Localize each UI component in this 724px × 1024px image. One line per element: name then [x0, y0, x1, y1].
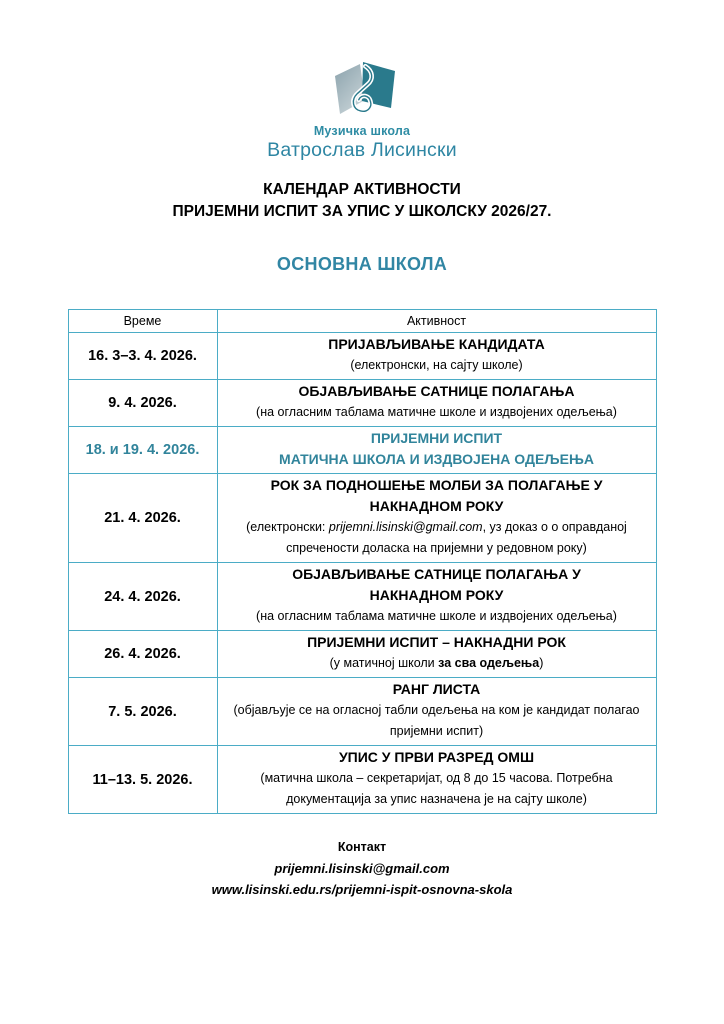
section-title: ОСНОВНА ШКОЛА: [276, 254, 448, 274]
calendar-table: [68, 309, 657, 814]
time-cell: 11–13. 5. 2026.: [68, 746, 217, 814]
table-row: [68, 746, 656, 814]
activity-line: ПРИЈЕМНИ ИСПИТ: [370, 430, 503, 446]
contact-email: prijemni.lisinski@gmail.com: [274, 861, 450, 876]
contact-block: [0, 837, 724, 900]
contact-heading: Контакт: [337, 840, 387, 854]
activity-line: ПРИЈАВЉИВАЊЕ КАНДИДАТА: [328, 336, 545, 352]
activity-line: (објављује се на огласној табли одељења на ком је кандидат полагао пријемни испит): [233, 703, 640, 738]
table-row: [68, 563, 656, 631]
time-cell: 7. 5. 2026.: [68, 678, 217, 746]
activity-cell: [217, 427, 656, 474]
title-line-2: ПРИЈЕМНИ ИСПИТ ЗА УПИС У ШКОЛСКУ 2026/27.: [172, 203, 552, 220]
table-row: [68, 380, 656, 427]
contact-website: www.lisinski.edu.rs/prijemni-ispit-osnovna-skola: [211, 882, 513, 897]
table-header-row: [68, 310, 656, 333]
time-cell: 9. 4. 2026.: [68, 380, 217, 427]
activity-cell: [217, 631, 656, 678]
activity-line: (у матичној школи за сва одељења): [329, 656, 544, 670]
school-type-label: Музичка школа: [313, 124, 411, 138]
activity-line: МАТИЧНА ШКОЛА И ИЗДВОЈЕНА ОДЕЉЕЊА: [279, 451, 594, 467]
activity-line: ОБЈАВЉИВАЊЕ САТНИЦЕ ПОЛАГАЊА У: [292, 566, 581, 582]
document-title: [0, 179, 724, 223]
column-header-activity: Активност: [217, 310, 656, 333]
column-header-time: Време: [68, 310, 217, 333]
activity-line: УПИС У ПРВИ РАЗРЕД ОМШ: [338, 749, 535, 765]
activity-cell: [217, 746, 656, 814]
activity-line: ПРИЈЕМНИ ИСПИТ – НАКНАДНИ РОК: [307, 634, 566, 650]
activity-line: (електронски, на сајту школе): [350, 358, 523, 372]
time-cell: 24. 4. 2026.: [68, 563, 217, 631]
table-row: [68, 631, 656, 678]
activity-line: РОК ЗА ПОДНОШЕЊЕ МОЛБИ ЗА ПОЛАГАЊЕ У: [270, 477, 603, 493]
activity-cell: [217, 380, 656, 427]
activity-line: НАКНАДНОМ РОКУ: [369, 587, 504, 603]
title-line-1: КАЛЕНДАР АКТИВНОСТИ: [263, 181, 461, 198]
table-row: [68, 427, 656, 474]
activity-line: (на огласним таблама матичне школе и издвојених одељења): [256, 609, 617, 623]
calendar-table-body: [68, 333, 656, 814]
school-letterhead: [0, 58, 724, 162]
table-row: [68, 333, 656, 380]
table-row: [68, 678, 656, 746]
activity-line: (на огласним таблама матичне школе и издвојених одељења): [256, 405, 617, 419]
music-school-logo-icon: [307, 58, 417, 120]
activity-line: (матична школа – секретаријат, од 8 до 15 часова. Потребна документација за упис назначена је на сајту школе): [260, 771, 613, 806]
activity-cell: [217, 563, 656, 631]
table-row: [68, 474, 656, 563]
activity-cell: [217, 333, 656, 380]
activity-line: РАНГ ЛИСТА: [392, 681, 481, 697]
activity-line: ОБЈАВЉИВАЊЕ САТНИЦЕ ПОЛАГАЊА: [298, 383, 575, 399]
time-cell: 21. 4. 2026.: [68, 474, 217, 563]
school-name-label: Ватрослав Лисински: [267, 139, 457, 161]
activity-cell: [217, 474, 656, 563]
activity-line: (електронски: prijemni.lisinski@gmail.com, уз доказ о о оправданој спречености доласка на пријемни у редовном року): [246, 520, 627, 555]
time-cell: 16. 3–3. 4. 2026.: [68, 333, 217, 380]
activity-line: НАКНАДНОМ РОКУ: [369, 498, 504, 514]
activity-cell: [217, 678, 656, 746]
time-cell: 26. 4. 2026.: [68, 631, 217, 678]
time-cell: 18. и 19. 4. 2026.: [68, 427, 217, 474]
